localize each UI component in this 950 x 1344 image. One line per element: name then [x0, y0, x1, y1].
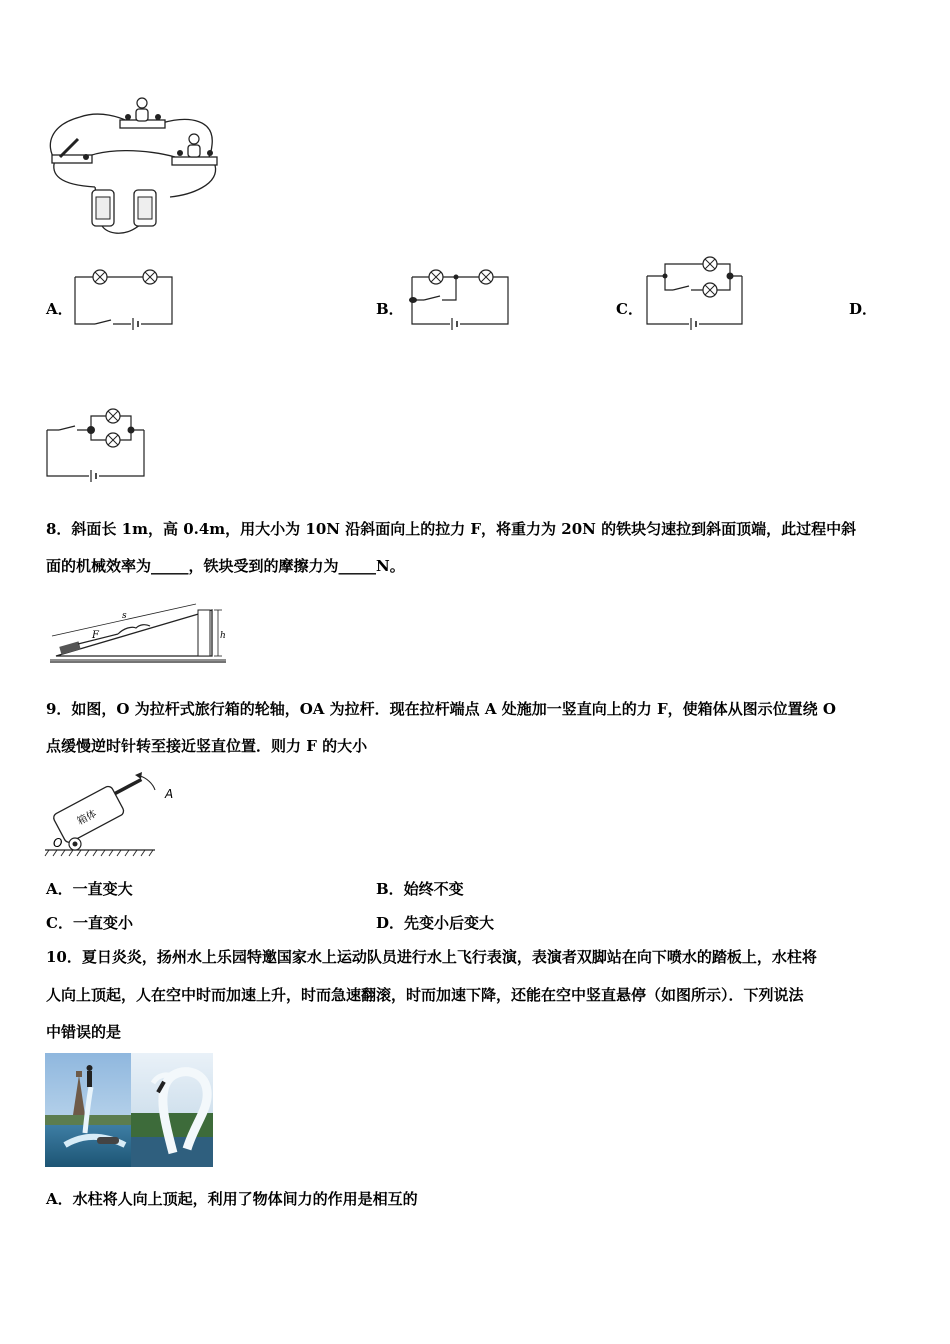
q7-circuit-b[interactable]	[408, 268, 513, 328]
q7-circuit-d[interactable]	[45, 402, 147, 478]
q7-circuit-c[interactable]	[645, 256, 745, 328]
suitcase-label-box: 箱体	[75, 808, 99, 828]
suitcase-figure	[45, 768, 174, 858]
incline-label-s: s	[122, 611, 127, 621]
suitcase-label-a: A	[165, 787, 174, 801]
q8-line-1: 8．斜面长 1m，高 0.4m，用大小为 10N 沿斜面向上的拉力 F，将重力为 20N 的铁块匀速拉到斜面顶端，此过程中斜	[46, 520, 857, 538]
suitcase-label-o: O	[53, 836, 63, 850]
q9-option-a[interactable]: A．一直变大	[46, 880, 133, 898]
q10-line-2: 人向上顶起，人在空中时而加速上升，时而急速翻滚，时而加速下降，还能在空中竖直悬停（如图所示）．下列说法	[46, 986, 804, 1004]
incline-label-f: F	[92, 630, 99, 641]
incline-label-h: h	[220, 631, 226, 641]
q7-option-c-label[interactable]: C．	[616, 300, 643, 318]
q10-line-3: 中错误的是	[46, 1023, 122, 1041]
q7-option-d-label[interactable]: D．	[849, 300, 878, 318]
q7-option-b-label[interactable]: B．	[376, 300, 404, 318]
q10-line-1: 10．夏日炎炎，扬州水上乐园特邀国家水上运动队员进行水上飞行表演，表演者双脚站在向下喷水的踏板上，水柱将	[46, 948, 817, 966]
incline-figure	[46, 598, 236, 668]
q9-option-c[interactable]: C．一直变小	[46, 914, 133, 932]
q9-option-b[interactable]: B．始终不变	[376, 880, 464, 898]
q9-line-2: 点缓慢逆时针转至接近竖直位置．则力 F 的大小	[46, 737, 368, 755]
flyboard-photo	[45, 1053, 213, 1167]
physical-circuit-figure	[40, 95, 230, 240]
q8-line-2: 面的机械效率为_____，铁块受到的摩擦力为_____N。	[46, 557, 405, 575]
q10-option-a[interactable]: A．水柱将人向上顶起，利用了物体间力的作用是相互的	[46, 1190, 418, 1208]
q7-circuit-a[interactable]	[75, 268, 175, 328]
q7-option-a-label[interactable]: A．	[46, 300, 73, 318]
q9-option-d[interactable]: D．先变小后变大	[376, 914, 495, 932]
q9-line-1: 9．如图，O 为拉杆式旅行箱的轮轴，OA 为拉杆．现在拉杆端点 A 处施加一竖直向上的力 F，使箱体从图示位置绕 O	[46, 700, 836, 718]
